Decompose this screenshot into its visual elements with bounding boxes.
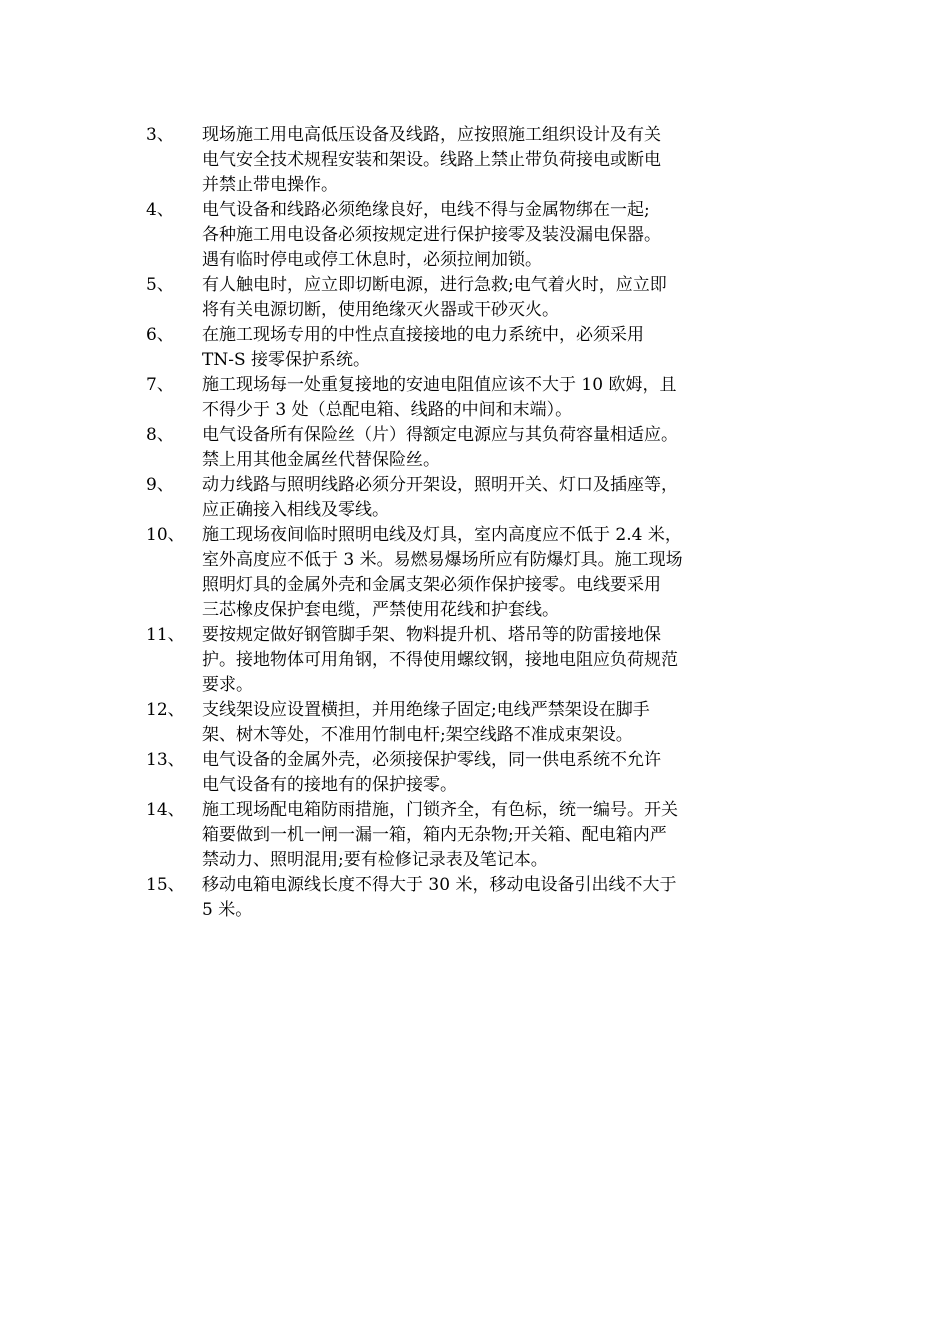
item-text-line: 禁上用其他金属丝代替保险丝。 bbox=[202, 450, 440, 470]
item-number: 9、 bbox=[146, 475, 174, 495]
item-text-line: 禁动力、照明混用;要有检修记录表及笔记本。 bbox=[202, 850, 548, 870]
item-text-line: 要求。 bbox=[202, 675, 253, 695]
list-item bbox=[146, 473, 812, 523]
item-text-line: 架、树木等处，不准用竹制电杆;架空线路不准成束架设。 bbox=[202, 725, 633, 745]
item-text-line: TN-S 接零保护系统。 bbox=[202, 350, 371, 370]
item-text-line: 电气安全技术规程安装和架设。线路上禁止带负荷接电或断电 bbox=[202, 150, 661, 170]
item-text-line: 应正确接入相线及零线。 bbox=[202, 500, 389, 520]
item-text bbox=[202, 698, 808, 748]
item-text-line: 照明灯具的金属外壳和金属支架必须作保护接零。电线要采用 bbox=[202, 575, 661, 595]
item-text-line: 施工现场配电箱防雨措施，门锁齐全，有色标，统一编号。开关 bbox=[202, 800, 678, 820]
item-text-line: 动力线路与照明线路必须分开架设，照明开关、灯口及插座等， bbox=[202, 475, 678, 495]
item-text-line: 将有关电源切断，使用绝缘灭火器或干砂灭火。 bbox=[202, 300, 559, 320]
list-item bbox=[146, 423, 812, 473]
item-text-line: 电气设备所有保险丝（片）得额定电源应与其负荷容量相适应。 bbox=[202, 425, 678, 445]
item-text-line: 要按规定做好钢管脚手架、物料提升机、塔吊等的防雷接地保 bbox=[202, 625, 661, 645]
item-number: 14、 bbox=[146, 800, 185, 820]
item-text-line: 在施工现场专用的中性点直接接地的电力系统中，必须采用 bbox=[202, 325, 644, 345]
item-number: 5、 bbox=[146, 275, 174, 295]
item-text-line: 并禁止带电操作。 bbox=[202, 175, 338, 195]
list-item bbox=[146, 873, 812, 923]
item-text bbox=[202, 373, 808, 423]
item-text bbox=[202, 623, 808, 698]
item-text-line: 遇有临时停电或停工休息时，必须拉闸加锁。 bbox=[202, 250, 542, 270]
item-number: 7、 bbox=[146, 375, 174, 395]
item-text-line: 电气设备和线路必须绝缘良好，电线不得与金属物绑在一起; bbox=[202, 200, 650, 220]
item-number: 11、 bbox=[146, 625, 185, 645]
item-text-line: 室外高度应不低于 3 米。易燃易爆场所应有防爆灯具。施工现场 bbox=[202, 550, 683, 570]
item-text-line: 支线架设应设置横担，并用绝缘子固定;电线严禁架设在脚手 bbox=[202, 700, 650, 720]
item-number: 3、 bbox=[146, 125, 174, 145]
item-number: 15、 bbox=[146, 875, 185, 895]
list-item bbox=[146, 798, 812, 873]
item-text-line: 5 米。 bbox=[202, 900, 253, 920]
item-text-line: 施工现场夜间临时照明电线及灯具，室内高度应不低于 2.4 米， bbox=[202, 525, 682, 545]
item-number: 12、 bbox=[146, 700, 185, 720]
item-text-line: 箱要做到一机一闸一漏一箱，箱内无杂物;开关箱、配电箱内严 bbox=[202, 825, 667, 845]
list-item bbox=[146, 748, 812, 798]
item-text bbox=[202, 423, 808, 473]
list-item bbox=[146, 323, 812, 373]
list-item bbox=[146, 698, 812, 748]
item-number: 8、 bbox=[146, 425, 174, 445]
item-number: 6、 bbox=[146, 325, 174, 345]
list-item bbox=[146, 198, 812, 273]
list-item bbox=[146, 273, 812, 323]
item-text bbox=[202, 523, 808, 623]
document-body bbox=[146, 123, 812, 923]
item-text-line: 现场施工用电高低压设备及线路，应按照施工组织设计及有关 bbox=[202, 125, 661, 145]
list-item bbox=[146, 523, 812, 623]
item-number: 4、 bbox=[146, 200, 174, 220]
item-text-line: 有人触电时，应立即切断电源，进行急救;电气着火时，应立即 bbox=[202, 275, 667, 295]
list-item bbox=[146, 123, 812, 198]
item-text bbox=[202, 198, 808, 273]
list-item bbox=[146, 373, 812, 423]
item-number: 13、 bbox=[146, 750, 185, 770]
item-text bbox=[202, 873, 808, 923]
item-text bbox=[202, 123, 808, 198]
item-text-line: 护。接地物体可用角钢，不得使用螺纹钢，接地电阻应负荷规范 bbox=[202, 650, 678, 670]
item-text-line: 各种施工用电设备必须按规定进行保护接零及装没漏电保器。 bbox=[202, 225, 661, 245]
item-text bbox=[202, 323, 808, 373]
list-item bbox=[146, 623, 812, 698]
item-text bbox=[202, 473, 808, 523]
item-number: 10、 bbox=[146, 525, 185, 545]
item-text bbox=[202, 748, 808, 798]
item-text bbox=[202, 798, 808, 873]
item-text-line: 施工现场每一处重复接地的安迪电阻值应该不大于 10 欧姆，且 bbox=[202, 375, 677, 395]
item-text-line: 电气设备有的接地有的保护接零。 bbox=[202, 775, 457, 795]
item-text-line: 不得少于 3 处（总配电箱、线路的中间和末端）。 bbox=[202, 400, 573, 420]
item-text bbox=[202, 273, 808, 323]
item-text-line: 移动电箱电源线长度不得大于 30 米，移动电设备引出线不大于 bbox=[202, 875, 677, 895]
item-text-line: 电气设备的金属外壳，必须接保护零线，同一供电系统不允许 bbox=[202, 750, 661, 770]
item-text-line: 三芯橡皮保护套电缆，严禁使用花线和护套线。 bbox=[202, 600, 559, 620]
